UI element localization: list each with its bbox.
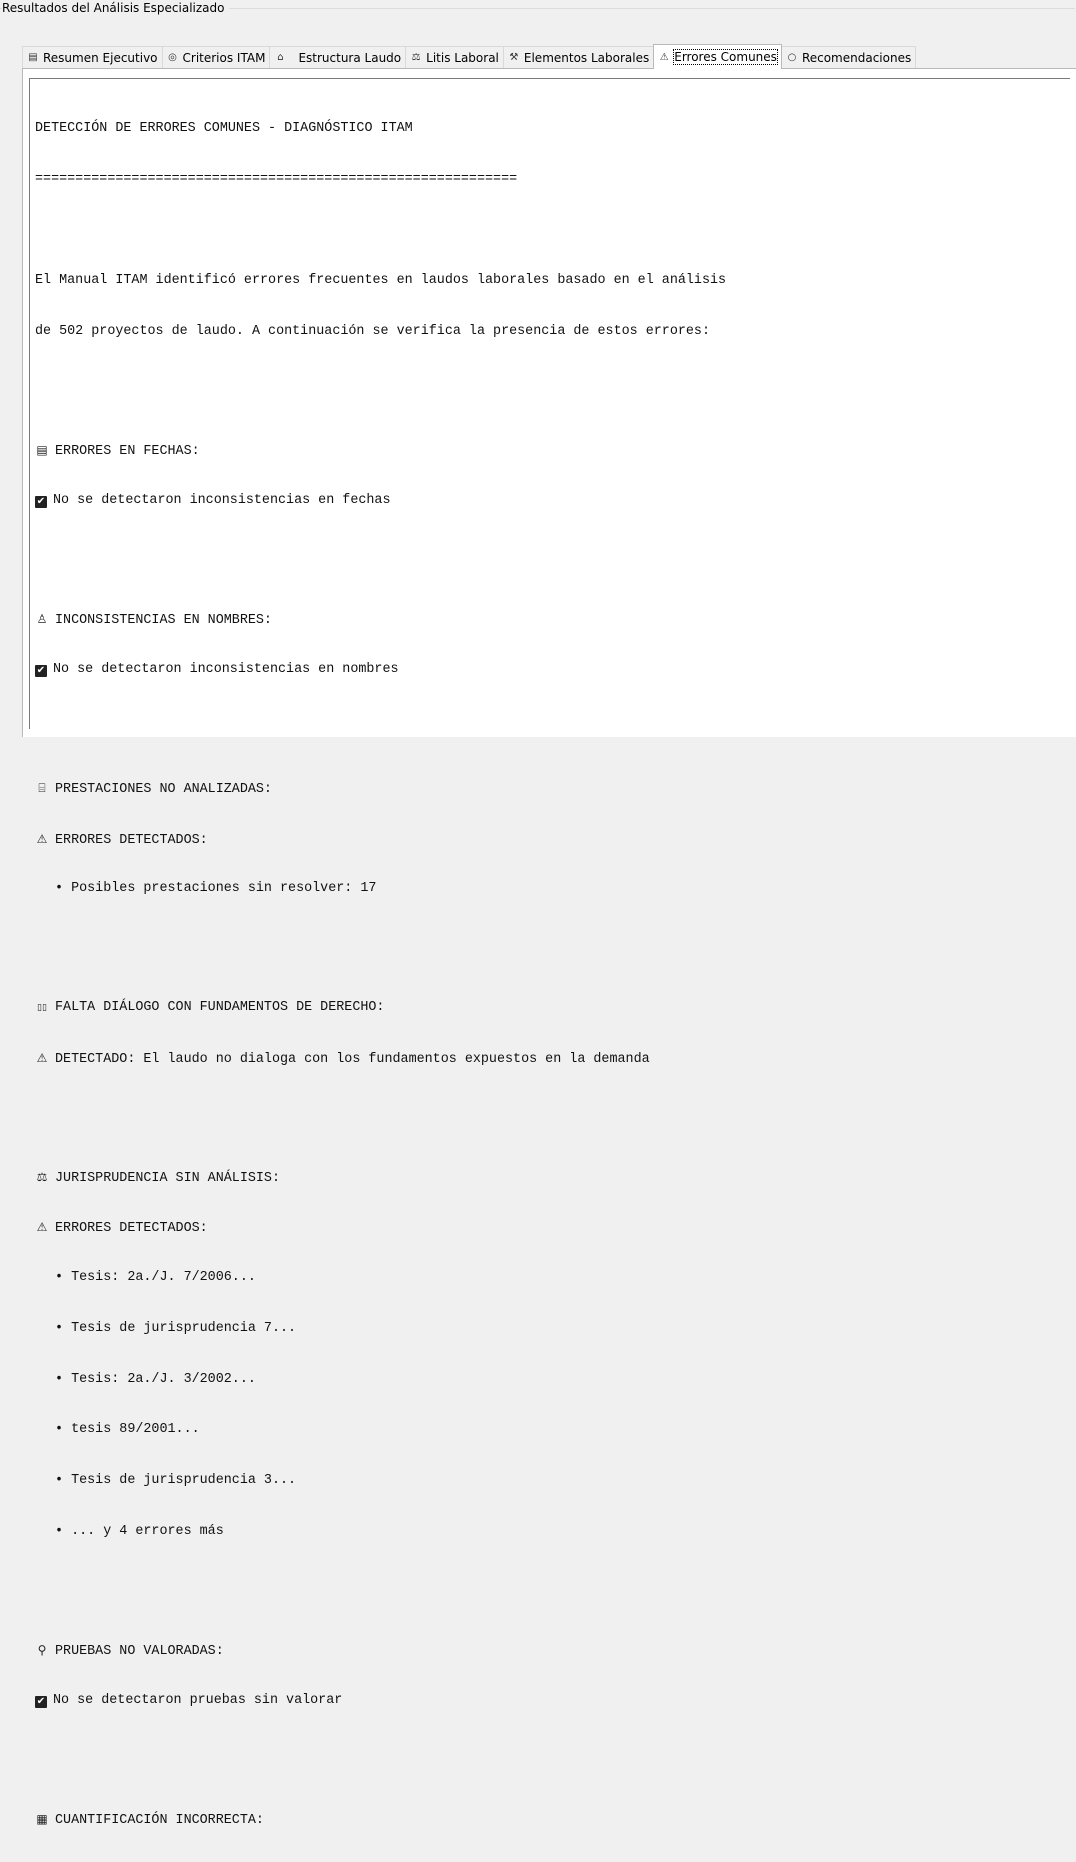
tab-resumen-ejecutivo[interactable] [22, 46, 163, 68]
heading-text: JURISPRUDENCIA SIN ANÁLISIS: [55, 1170, 280, 1186]
list-item: • Tesis de jurisprudencia 3... [55, 1472, 297, 1488]
list-item: • Tesis: 2a./J. 7/2006... [55, 1270, 256, 1286]
warning-icon: ⚠ [659, 51, 669, 63]
person-icon: ♙ [36, 611, 48, 626]
tab-label: Estructura Laudo [298, 50, 402, 65]
heading-text: PRUEBAS NO VALORADAS: [55, 1643, 224, 1659]
report-textbox[interactable] [29, 78, 1070, 1828]
magnifier-icon: ⚲ [37, 1642, 47, 1657]
ok-text: No se detectaron pruebas sin valorar [53, 1692, 343, 1708]
section-pruebas-heading [35, 1642, 1070, 1659]
tab-litis-laboral[interactable] [405, 46, 504, 68]
report-title: DETECCIÓN DE ERRORES COMUNES - DIAGNÓSTICO ITAM [35, 120, 413, 136]
section-jurisprudencia-heading [35, 1169, 1070, 1186]
calendar-icon: ▤ [36, 442, 48, 457]
tab-label: Resumen Ejecutivo [43, 50, 158, 65]
report-rule: ============================================================ [35, 171, 518, 187]
list-item: • Posibles prestaciones sin resolver: 17 [55, 881, 377, 897]
warn-text: DETECTADO: El laudo no dialoga con los fundamentos expuestos en la demanda [55, 1052, 650, 1068]
lightbulb-icon: ○ [787, 52, 797, 63]
section-fechas-ok [35, 493, 1070, 510]
check-icon: ✔ [36, 495, 46, 507]
list-item: • tesis 89/2001... [55, 1422, 200, 1438]
section-fechas-heading [35, 442, 1070, 459]
tab-panel [22, 68, 1076, 1828]
section-dialogo-warn [35, 1050, 1070, 1067]
ok-text: No se detectaron inconsistencias en nombres [53, 661, 399, 677]
building-icon: ⌂ [277, 52, 284, 63]
warn-text: ERRORES DETECTADOS: [55, 1221, 208, 1237]
section-nombres-ok [35, 662, 1070, 679]
tab-strip [22, 38, 915, 68]
tab-label: Litis Laboral [426, 50, 499, 65]
report-content [30, 79, 1070, 1862]
ok-text: No se detectaron inconsistencias en fechas [53, 492, 391, 508]
check-icon: ✔ [36, 1695, 46, 1707]
intro-line-2: de 502 proyectos de laudo. A continuación se verifica la presencia de estos errores: [35, 323, 710, 339]
list-item: • Tesis de jurisprudencia 7... [55, 1320, 297, 1336]
section-cuantificacion-heading [35, 1811, 1070, 1828]
section-prestaciones-warn [35, 831, 1070, 848]
heading-text: ERRORES EN FECHAS: [55, 443, 200, 459]
book-icon: ▯▯ [37, 1002, 47, 1013]
tab-estructura-laudo[interactable] [269, 46, 406, 68]
section-prestaciones-heading [35, 780, 1070, 797]
intro-line-1: El Manual ITAM identificó errores frecuentes en laudos laborales basado en el análisis [35, 272, 727, 288]
briefcase-icon: ⌸ [38, 780, 46, 795]
heading-text: INCONSISTENCIAS EN NOMBRES: [55, 612, 272, 628]
scales-icon: ⚖ [411, 52, 421, 63]
target-icon: ◎ [168, 52, 177, 63]
warn-text: ERRORES DETECTADOS: [55, 832, 208, 848]
tab-label: Errores Comunes [674, 50, 777, 64]
group-title: Resultados del Análisis Especializado [2, 1, 229, 15]
section-nombres-heading [35, 611, 1070, 628]
heading-text: PRESTACIONES NO ANALIZADAS: [55, 781, 272, 797]
tab-elementos-laborales[interactable] [503, 46, 654, 68]
warning-icon: ⚠ [36, 1220, 48, 1235]
tab-label: Recomendaciones [801, 50, 912, 65]
summary-icon: ▤ [28, 52, 38, 63]
tools-icon: ⚒ [509, 52, 519, 63]
section-dialogo-heading [35, 1000, 1070, 1017]
tab-criterios-itam[interactable] [162, 46, 271, 68]
warning-icon: ⚠ [36, 831, 48, 846]
list-item: • Tesis: 2a./J. 3/2002... [55, 1371, 256, 1387]
heading-text: CUANTIFICACIÓN INCORRECTA: [55, 1812, 264, 1828]
section-pruebas-ok [35, 1693, 1070, 1710]
tab-label: Criterios ITAM [182, 50, 266, 65]
list-item: • ... y 4 errores más [55, 1523, 224, 1539]
tab-label: Elementos Laborales [523, 50, 650, 65]
section-jurisprudencia-warn [35, 1219, 1070, 1236]
scales-icon: ⚖ [36, 1169, 48, 1184]
tab-recomendaciones[interactable] [781, 46, 916, 68]
calculator-icon: ▦ [36, 1811, 48, 1826]
tab-errores-comunes[interactable] [653, 44, 782, 69]
heading-text: FALTA DIÁLOGO CON FUNDAMENTOS DE DERECHO: [55, 999, 385, 1015]
warning-icon: ⚠ [36, 1051, 48, 1066]
check-icon: ✔ [36, 664, 46, 676]
